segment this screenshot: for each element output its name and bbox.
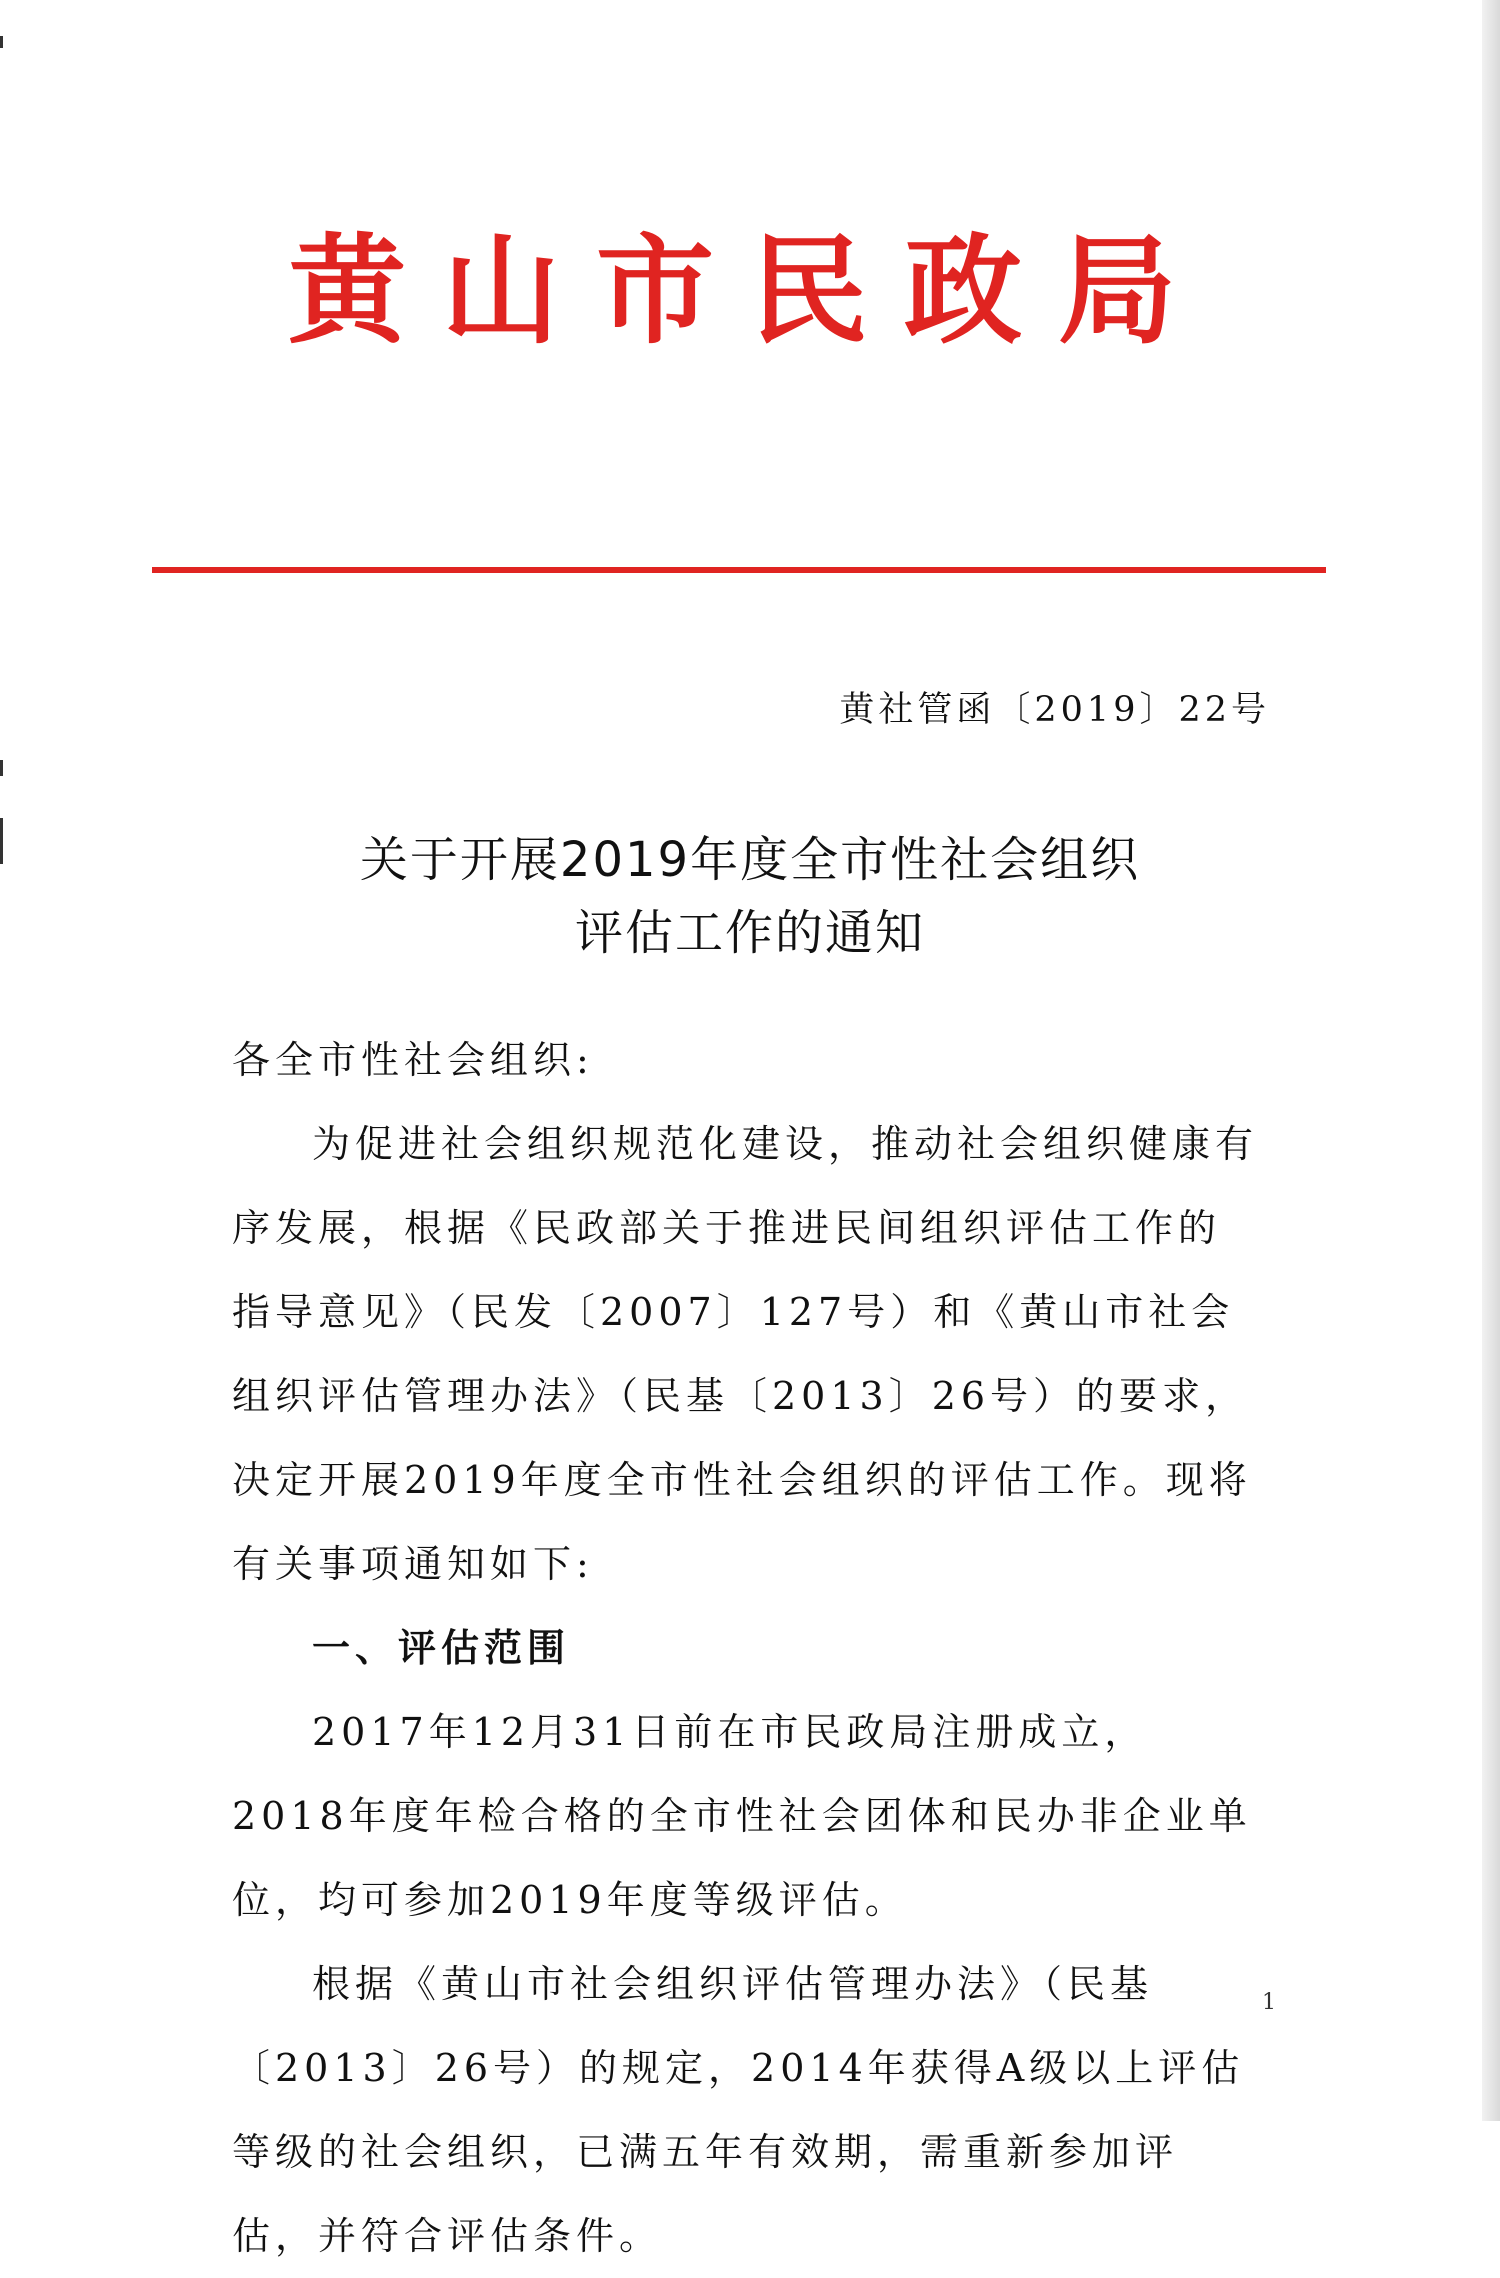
document-body [232,1018,1262,2278]
body-paragraph: 2017年12月31日前在市民政局注册成立，2018年度年检合格的全市性社会团体和民办非企业单位，均可参加2019年度等级评估。 [232,1710,1252,1922]
document-title-line2: 评估工作的通知 [574,905,925,961]
body-paragraph: 为促进社会组织规范化建设，推动社会组织健康有序发展，根据《民政部关于推进民间组织评估工作的指导意见》（民发〔2007〕127号）和《黄山市社会组织评估管理办法》（民基〔2013〕26号）的要求，决定开展2019年度全市性社会组织的评估工作。现将有关事项通知如下: [232,1122,1259,1586]
scan-speck [0,36,3,48]
letterhead-title: 黄山市民政局 [287,221,1212,360]
salutation: 各全市性社会组织: [232,1038,594,1082]
body-paragraph: 根据《黄山市社会组织评估管理办法》（民基〔2013〕26号）的规定，2014年获得A级以上评估等级的社会组织，已满五年有效期，需重新参加评估，并符合评估条件。 [232,1962,1245,2258]
document-title-line1: 关于开展2019年度全市性社会组织 [359,832,1141,888]
page-number: 1 [1262,1990,1276,2015]
document-number: 黄社管函〔2019〕22号 [839,690,1270,730]
scan-speck [0,760,3,776]
letterhead-red-rule [152,567,1326,573]
section-heading: 一、评估范围 [312,1626,571,1670]
